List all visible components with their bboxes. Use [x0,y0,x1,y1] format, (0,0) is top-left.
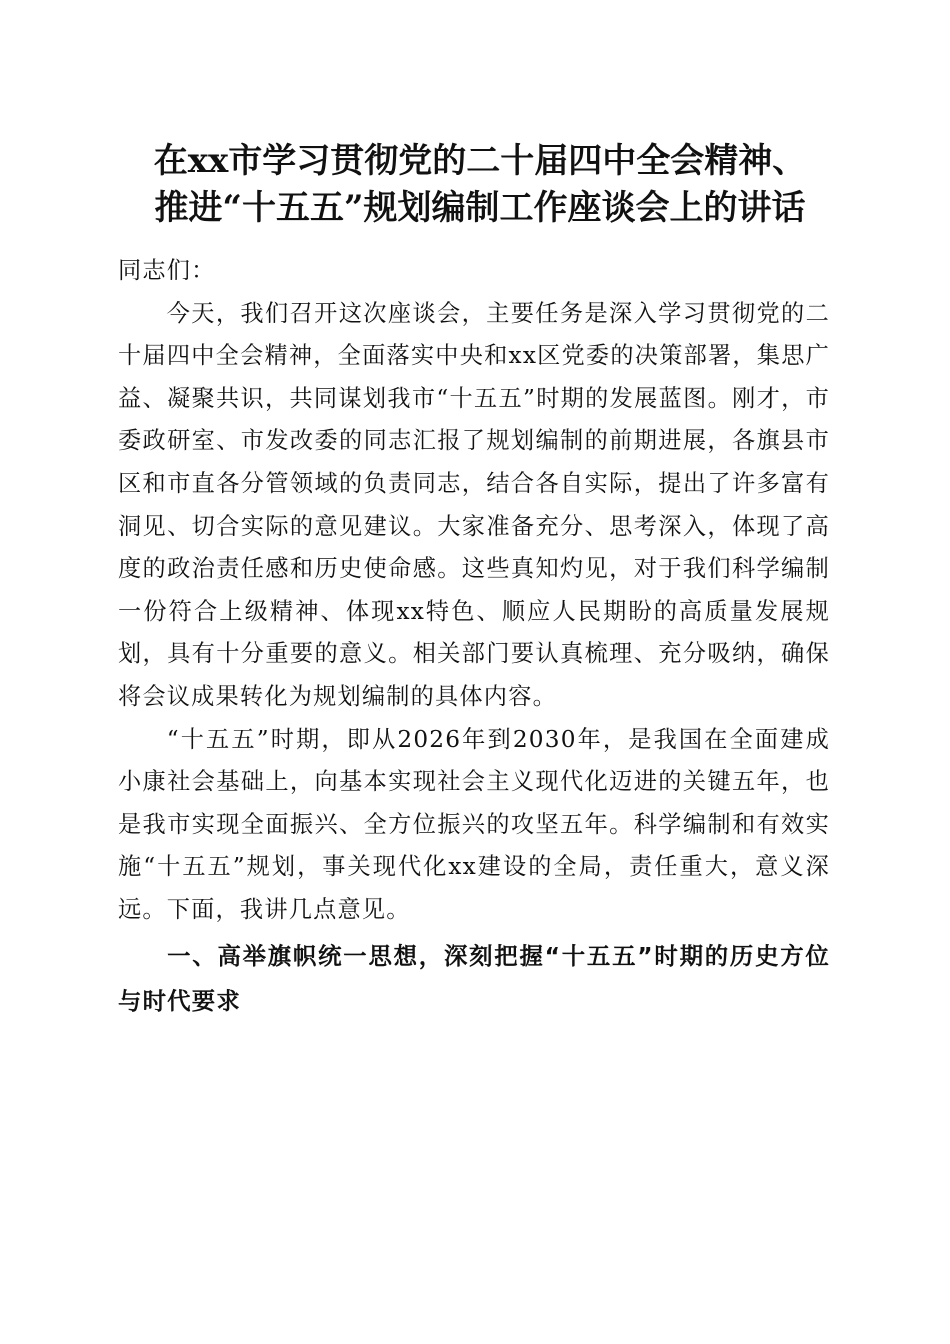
title-line-2: 推进“十五五”规划编制工作座谈会上的讲话 [154,188,806,228]
document-title [100,138,860,232]
body-paragraph-2: “十五五”时期，即从2026年到2030年，是我国在全面建成小康社会基础上，向基本实现社会主义现代化迈进的关键五年，也是我市实现全面振兴、全方位振兴的攻坚五年。科学编制和有效实施“十五五”规划，事关现代化xx建设的全局，责任重大，意义深远。下面，我讲几点意见。 [118,725,830,923]
document-body [118,250,830,1024]
section-heading-1: 一、高举旗帜统一思想，深刻把握“十五五”时期的历史方位与时代要求 [118,941,830,1015]
body-paragraph-1: 今天，我们召开这次座谈会，主要任务是深入学习贯彻党的二十届四中全会精神，全面落实中央和xx区党委的决策部署，集思广益、凝聚共识，共同谋划我市“十五五”时期的发展蓝图。刚才，市委政研室、市发改委的同志汇报了规划编制的前期进展，各旗县市区和市直各分管领域的负责同志，结合各自实际，提出了许多富有洞见、切合实际的意见建议。大家准备充分、思考深入，体现了高度的政治责任感和历史使命感。这些真知灼见，对于我们科学编制一份符合上级精神、体现xx特色、顺应人民期盼的高质量发展规划，具有十分重要的意义。相关部门要认真梳理、充分吸纳，确保将会议成果转化为规划编制的具体内容。 [118,299,830,710]
title-line-1: 在xx市学习贯彻党的二十届四中全会精神、 [153,141,807,181]
salutation: 同志们： [118,257,216,284]
